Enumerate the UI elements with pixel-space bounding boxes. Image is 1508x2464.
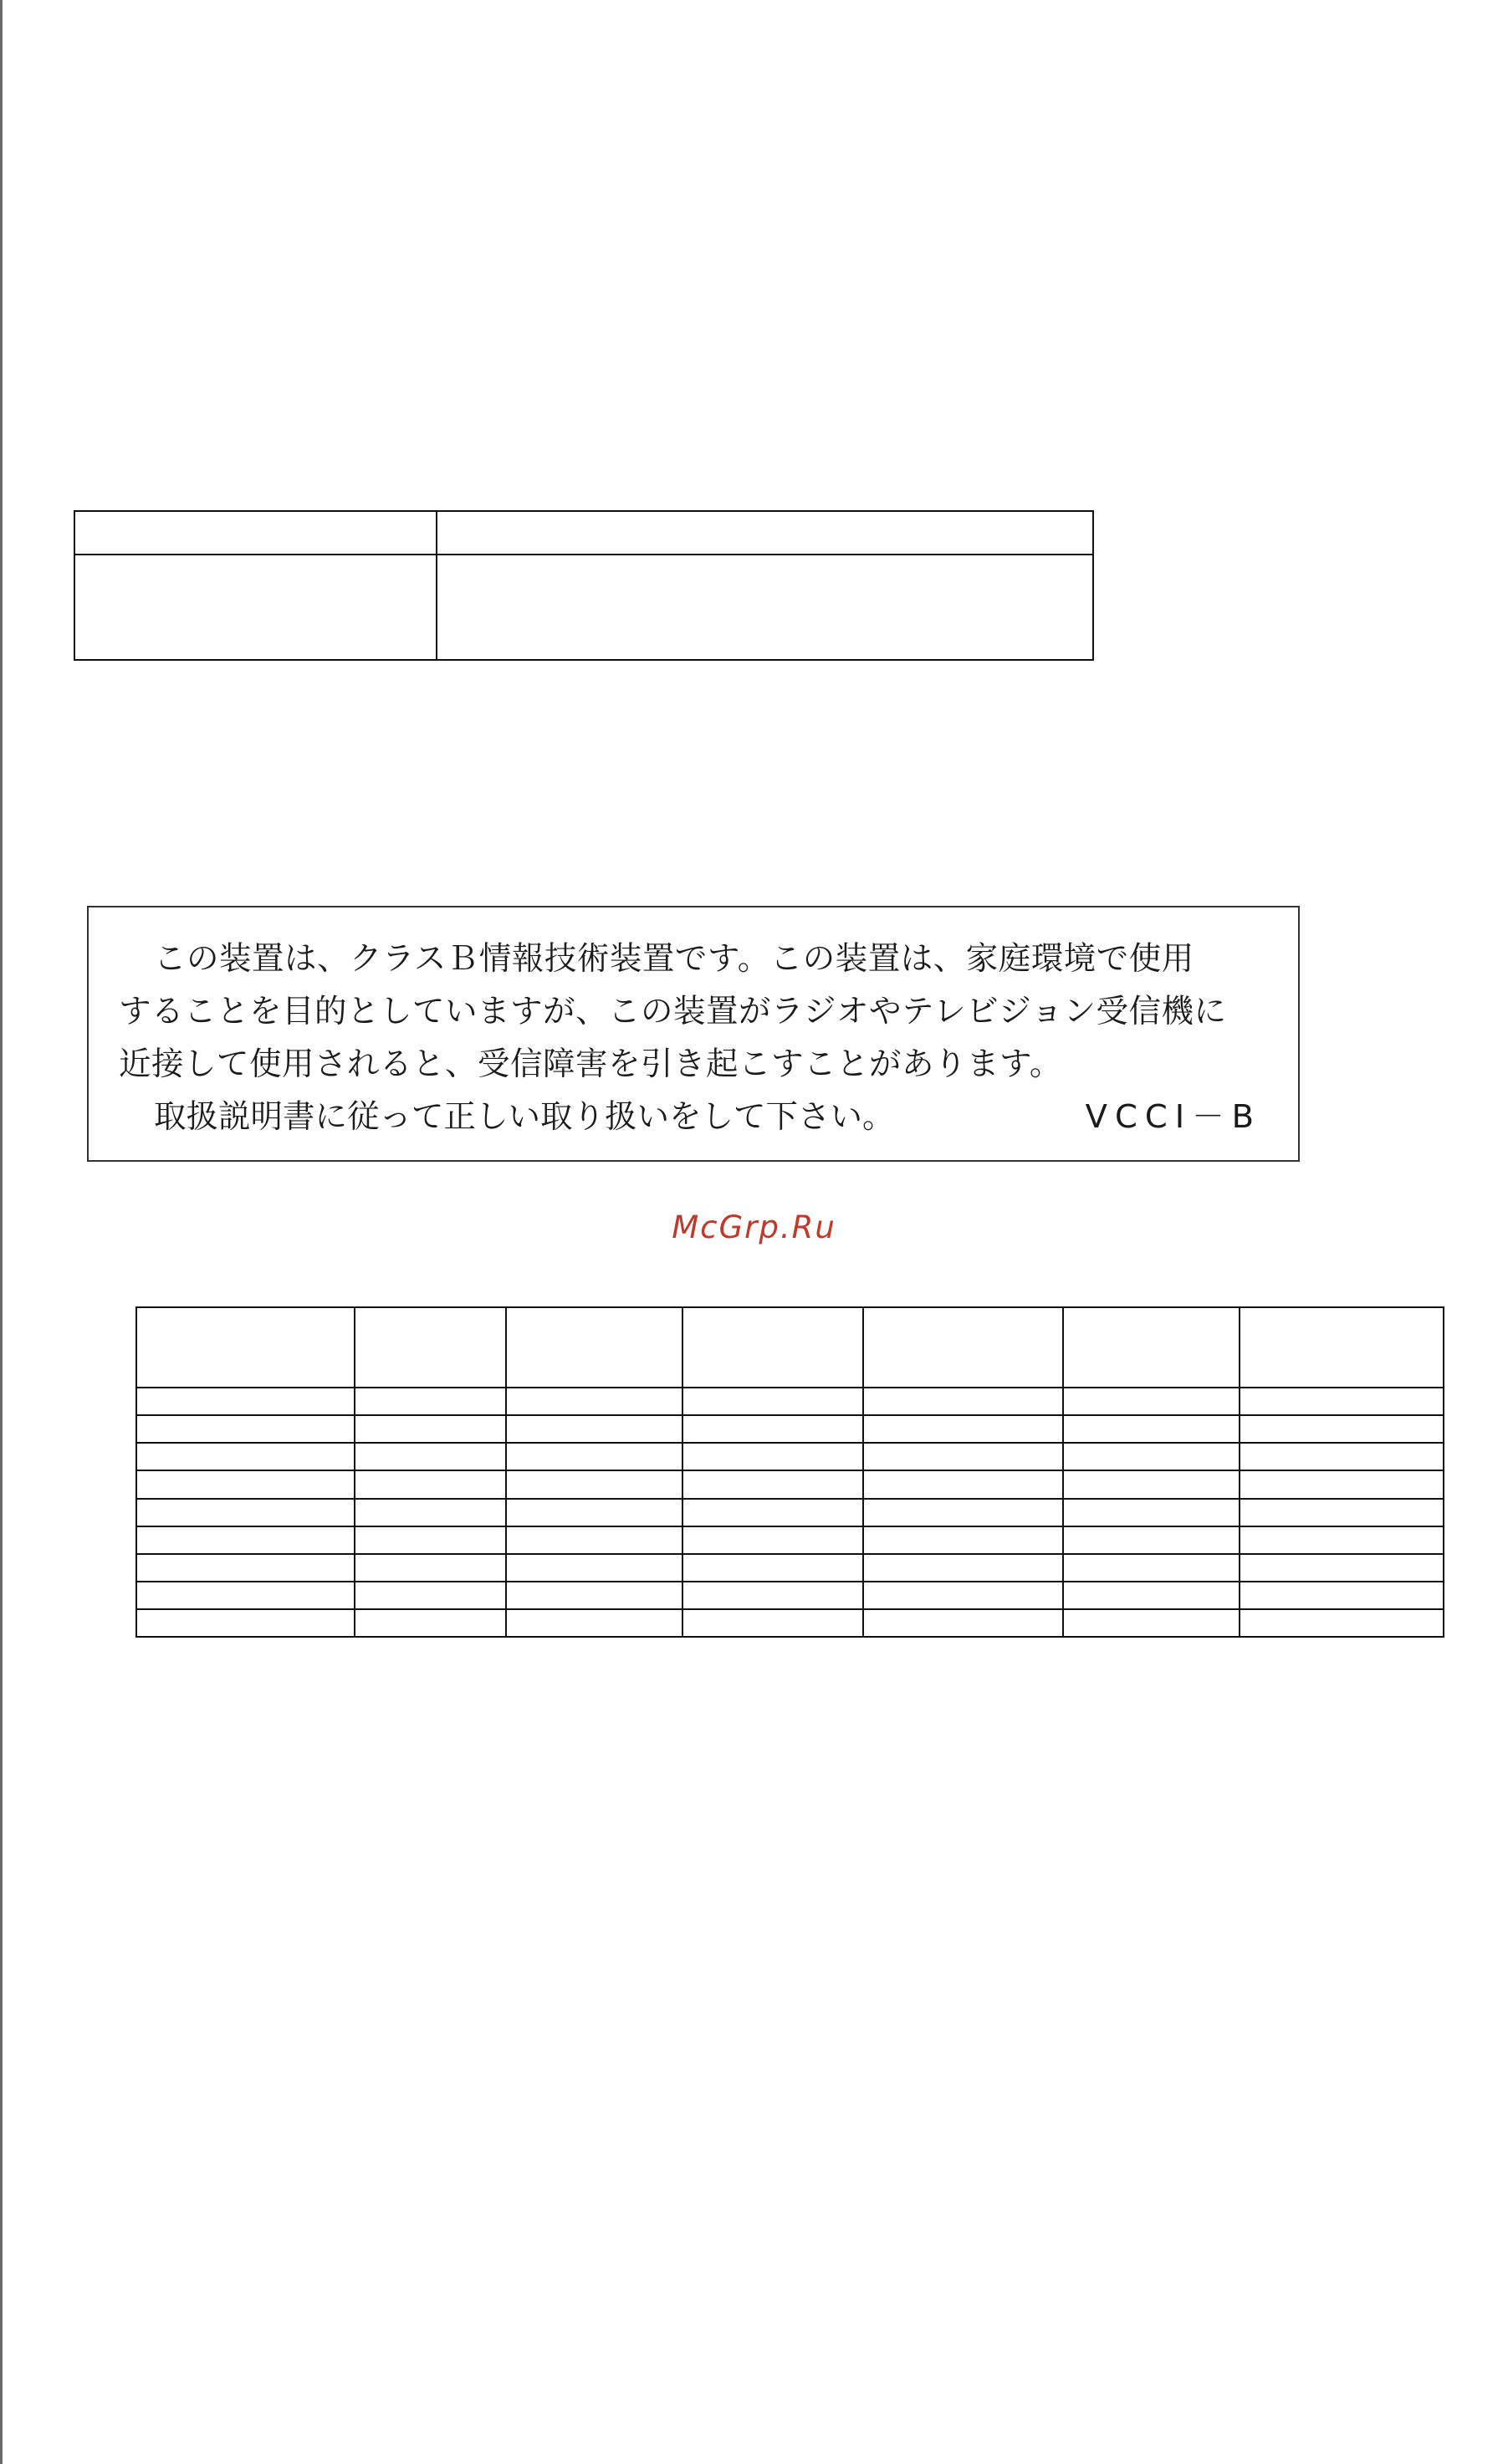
table-cell: [136, 1307, 355, 1388]
table-cell: [506, 1582, 682, 1609]
table-cell: [863, 1554, 1063, 1582]
table-cell: [355, 1609, 506, 1637]
table-cell: [1240, 1388, 1444, 1415]
table-row: [136, 1470, 1444, 1498]
table-cell: [136, 1499, 355, 1526]
table-cell: [1063, 1443, 1240, 1470]
table-cell: [506, 1526, 682, 1554]
table-cell: [1063, 1609, 1240, 1637]
table-cell: [1240, 1499, 1444, 1526]
vcci-class-mark: VCCI－B: [1085, 1098, 1261, 1136]
table-cell: [863, 1609, 1063, 1637]
table-cell: [355, 1307, 506, 1388]
table-cell: [437, 555, 1093, 660]
table-cell: [136, 1388, 355, 1415]
table-cell: [1240, 1582, 1444, 1609]
table-cell: [1063, 1415, 1240, 1443]
notice-line-3: 近接して使用されると、受信障害を引き起こすことがあります。: [119, 1045, 1062, 1083]
table-cell: [682, 1307, 863, 1388]
table-cell: [136, 1443, 355, 1470]
table-cell: [136, 1470, 355, 1498]
table-cell: [682, 1609, 863, 1637]
bottom-blank-grid-table: [135, 1306, 1444, 1638]
table-cell: [863, 1470, 1063, 1498]
table-cell: [74, 555, 437, 660]
top-blank-table: [74, 510, 1094, 661]
table-cell: [1063, 1526, 1240, 1554]
table-cell: [136, 1526, 355, 1554]
table-cell: [1063, 1470, 1240, 1498]
table-cell: [863, 1526, 1063, 1554]
table-cell: [437, 511, 1093, 555]
table-row: [74, 511, 1093, 555]
table-cell: [355, 1582, 506, 1609]
notice-line-1: この装置は、クラスＢ情報技術装置です。この装置は、家庭環境で使用: [154, 940, 1194, 978]
table-row: [136, 1499, 1444, 1526]
table-cell: [863, 1443, 1063, 1470]
table-cell: [355, 1499, 506, 1526]
table-cell: [506, 1415, 682, 1443]
table-cell: [355, 1470, 506, 1498]
table-cell: [863, 1388, 1063, 1415]
table-cell: [136, 1415, 355, 1443]
table-cell: [136, 1609, 355, 1637]
table-cell: [506, 1554, 682, 1582]
table-cell: [682, 1526, 863, 1554]
table-cell: [1240, 1443, 1444, 1470]
table-cell: [1240, 1526, 1444, 1554]
table-row: [136, 1388, 1444, 1415]
table-cell: [355, 1415, 506, 1443]
table-cell: [136, 1582, 355, 1609]
table-cell: [682, 1388, 863, 1415]
table-cell: [682, 1582, 863, 1609]
watermark-text: McGrp.Ru: [672, 1209, 836, 1245]
vcci-notice-box: [87, 906, 1300, 1162]
table-cell: [74, 511, 437, 555]
table-cell: [863, 1582, 1063, 1609]
notice-instruction-text: 取扱説明書に従って正しい取り扱いをして下さい。: [154, 1098, 895, 1136]
table-row: [136, 1526, 1444, 1554]
table-cell: [682, 1499, 863, 1526]
table-cell: [355, 1443, 506, 1470]
table-cell: [682, 1554, 863, 1582]
table-cell: [506, 1470, 682, 1498]
table-cell: [1240, 1609, 1444, 1637]
table-row: [136, 1443, 1444, 1470]
table-cell: [1063, 1554, 1240, 1582]
table-row: [136, 1609, 1444, 1637]
table-cell: [355, 1388, 506, 1415]
table-cell: [1063, 1307, 1240, 1388]
table-cell: [1063, 1582, 1240, 1609]
table-cell: [506, 1307, 682, 1388]
table-cell: [863, 1307, 1063, 1388]
table-cell: [1240, 1470, 1444, 1498]
table-row: [136, 1582, 1444, 1609]
table-cell: [682, 1443, 863, 1470]
table-cell: [1240, 1307, 1444, 1388]
table-cell: [1063, 1388, 1240, 1415]
table-cell: [506, 1443, 682, 1470]
table-cell: [136, 1554, 355, 1582]
table-cell: [506, 1388, 682, 1415]
table-cell: [355, 1554, 506, 1582]
table-cell: [863, 1415, 1063, 1443]
table-cell: [682, 1470, 863, 1498]
table-cell: [506, 1499, 682, 1526]
table-row: [136, 1554, 1444, 1582]
table-cell: [1063, 1499, 1240, 1526]
table-row: [74, 555, 1093, 660]
table-header-row: [136, 1307, 1444, 1388]
table-row: [136, 1415, 1444, 1443]
table-cell: [355, 1526, 506, 1554]
table-cell: [682, 1415, 863, 1443]
table-cell: [506, 1609, 682, 1637]
notice-line-2: することを目的としていますが、この装置がラジオやテレビジョン受信機に: [119, 993, 1227, 1030]
table-cell: [1240, 1415, 1444, 1443]
table-cell: [1240, 1554, 1444, 1582]
table-cell: [863, 1499, 1063, 1526]
notice-line-4: [119, 1091, 1268, 1143]
